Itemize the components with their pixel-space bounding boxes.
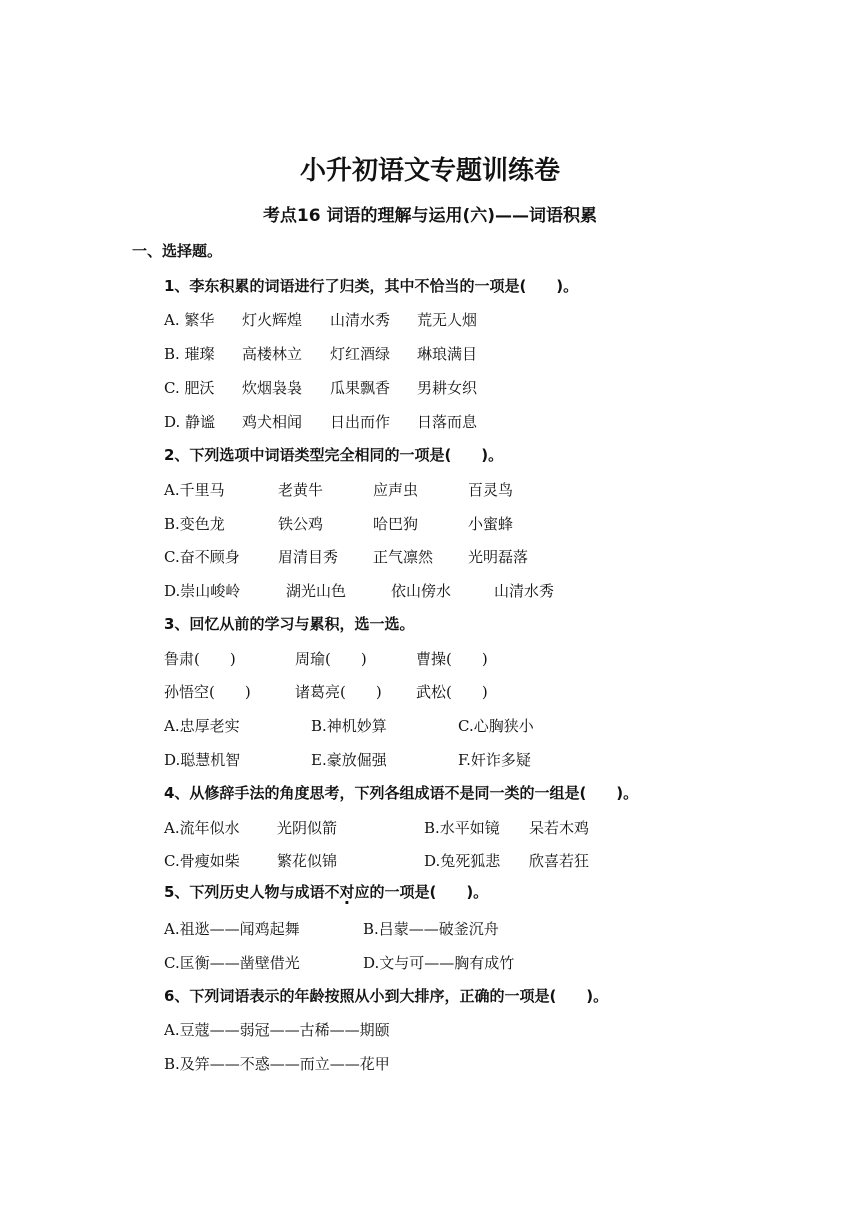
option-word: 呆若木鸡 — [529, 819, 590, 837]
option-word: 铁公鸡 — [278, 515, 324, 533]
option-word: A.流年似水 — [164, 819, 240, 837]
option-word: 哈巴狗 — [373, 515, 419, 533]
option-word: D.文与可——胸有成竹 — [363, 954, 515, 972]
option-word: B.神机妙算 — [311, 717, 387, 735]
option-word: 高楼林立 — [242, 345, 303, 363]
option-word: 炊烟袅袅 — [242, 379, 303, 397]
person-blank: 诸葛亮( ) — [295, 683, 382, 701]
option-word: C.骨瘦如柴 — [164, 852, 240, 870]
option-word: 湖光山色 — [286, 582, 347, 600]
option-word: 瓜果飘香 — [330, 379, 391, 397]
person-blank: 周瑜( ) — [295, 650, 367, 668]
option-word: 老黄牛 — [278, 481, 324, 499]
option-word: 欣喜若狂 — [529, 852, 590, 870]
q6-option-b: B.及笄——不惑——而立——花甲 — [164, 1055, 390, 1073]
question-2: 2、下列选项中词语类型完全相同的一项是( )。 — [164, 446, 504, 464]
question-3: 3、回忆从前的学习与累积，选一选。 — [164, 615, 415, 633]
option-label: D. 静谧 — [164, 413, 216, 431]
person-blank: 鲁肃( ) — [164, 650, 236, 668]
option-label: B.变色龙 — [164, 515, 225, 533]
question-5-text-after: 的一项是( )。 — [369, 883, 489, 901]
option-word: 日出而作 — [330, 413, 391, 431]
option-word: A.祖逖——闻鸡起舞 — [164, 920, 300, 938]
option-word: 小蜜蜂 — [468, 515, 514, 533]
option-label: C.奋不顾身 — [164, 548, 240, 566]
option-word: 男耕女织 — [417, 379, 478, 397]
option-word: D.兔死狐悲 — [424, 852, 501, 870]
section-heading: 一、选择题。 — [132, 242, 223, 260]
option-label: B. 璀璨 — [164, 345, 215, 363]
question-1: 1、李东积累的词语进行了归类，其中不恰当的一项是( )。 — [164, 277, 579, 295]
option-word: 日落而息 — [417, 413, 478, 431]
option-word: 依山傍水 — [391, 582, 452, 600]
option-word: 灯红酒绿 — [330, 345, 391, 363]
option-word: 繁花似锦 — [277, 852, 338, 870]
option-word: A.忠厚老实 — [164, 717, 240, 735]
person-blank: 孙悟空( ) — [164, 683, 251, 701]
question-4: 4、从修辞手法的角度思考，下列各组成语不是同一类的一组是( )。 — [164, 784, 639, 802]
option-word: C.匡衡——凿壁借光 — [164, 954, 300, 972]
option-word: 荒无人烟 — [417, 311, 478, 329]
option-word: 光阴似箭 — [277, 819, 338, 837]
option-word: 山清水秀 — [330, 311, 391, 329]
option-label: A. 繁华 — [164, 311, 215, 329]
q6-option-a: A.豆蔻——弱冠——古稀——期颐 — [164, 1021, 390, 1039]
option-word: 百灵鸟 — [468, 481, 514, 499]
option-word: 应声虫 — [373, 481, 419, 499]
question-6: 6、下列词语表示的年龄按照从小到大排序，正确的一项是( )。 — [164, 987, 609, 1005]
option-word: E.豪放倔强 — [311, 751, 387, 769]
person-blank: 曹操( ) — [416, 650, 488, 668]
option-label: D.崇山峻岭 — [164, 582, 241, 600]
question-5-text-before: 5、下列历史人物与成语 — [164, 883, 325, 901]
option-word: 正气凛然 — [373, 548, 434, 566]
option-word: 灯火辉煌 — [242, 311, 303, 329]
option-word: F.奸诈多疑 — [458, 751, 531, 769]
option-word: 光明磊落 — [468, 548, 529, 566]
option-word: C.心胸狭小 — [458, 717, 534, 735]
option-word: B.吕蒙——破釜沉舟 — [363, 920, 499, 938]
option-word: 眉清目秀 — [278, 548, 339, 566]
person-blank: 武松( ) — [416, 683, 488, 701]
emphasis-dotted-text: 不对应 — [324, 883, 370, 901]
question-5 — [164, 881, 488, 902]
option-word: D.聪慧机智 — [164, 751, 241, 769]
option-word: 鸡犬相闻 — [242, 413, 303, 431]
option-word: 山清水秀 — [494, 582, 555, 600]
option-label: A.千里马 — [164, 481, 225, 499]
option-label: C. 肥沃 — [164, 379, 215, 397]
option-word: B.水平如镜 — [424, 819, 500, 837]
page-title: 小升初语文专题训练卷 — [299, 156, 560, 186]
option-word: 琳琅满目 — [417, 345, 478, 363]
page-subtitle: 考点16 词语的理解与运用(六)——词语积累 — [262, 206, 598, 226]
